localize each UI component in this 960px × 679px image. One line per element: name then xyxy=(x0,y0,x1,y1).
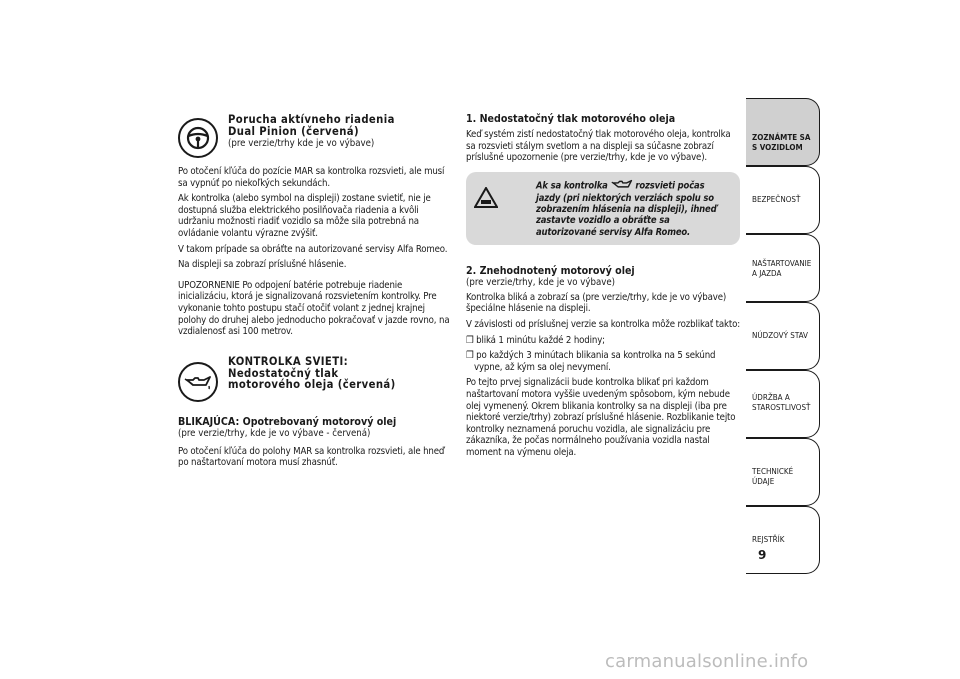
section2-paragraph-3: Po tejto prvej signalizácii bude kontrolka blikať pri každom naštartovaní motora vyššie uvedeným spôsobom, kým nebude olej vymenený. Okrem blikania kontrolky sa na displeji (iba pre niektoré verzie/trhy) zobrazí príslušné hlásenie. Rozblikanie tejto kontrolky neznamená poruchu vozidla, ale signalizáciu pre zákazníka, že počas normálneho používania vozidla nastal moment na výmenu oleja. xyxy=(466,377,736,458)
oil-blinking-subtitle: (pre verzie/trhy, kde je vo výbave - červená) xyxy=(178,427,371,439)
list-item: ❒ bliká 1 minútu každé 2 hodiny; xyxy=(466,334,605,346)
warning-text-pre: Ak sa kontrolka xyxy=(536,180,608,192)
oil-title-1: KONTROLKA SVIETI: xyxy=(228,354,349,368)
steering-fault-subtitle: (pre verzie/trhy kde je vo výbave) xyxy=(228,137,375,149)
tab-get-to-know[interactable]: ZOZNÁMTE SA S VOZIDLOM xyxy=(746,98,820,166)
steering-paragraph-1: Po otočení kľúča do pozície MAR sa kontrolka rozsvieti, ale musí sa vypnúť po niekoľkých sekundách. xyxy=(178,166,445,189)
section2-paragraph-2: V závislosti od príslušnej verzie sa kontrolka môže rozblikať takto: xyxy=(466,318,740,330)
steering-paragraph-4: Na displeji sa zobrazí príslušné hlásenie. xyxy=(178,259,347,271)
inline-oil-can-icon xyxy=(611,179,633,193)
list-item: ❒ po každých 3 minútach blikania sa kontrolka na 5 sekúnd vypne, až kým sa olej nevymení. xyxy=(466,350,716,373)
left-column xyxy=(178,110,450,473)
steering-wheel-icon xyxy=(178,118,218,158)
section2-subtitle: (pre verzie/trhy, kde je vo výbave) xyxy=(466,276,616,288)
middle-column xyxy=(466,110,740,463)
tab-starting-driving[interactable]: NAŠTARTOVANIE A JAZDA xyxy=(746,234,820,302)
section2-heading: 2. Znehodnotený motorový olej xyxy=(466,264,635,277)
section1-heading: 1. Nedostatočný tlak motorového oleja xyxy=(466,113,676,125)
section2-paragraph-1: Kontrolka bliká a zobrazí sa (pre verzie/trhy, kde je vo výbave) špeciálne hlásenie na displeji. xyxy=(466,291,727,315)
warning-triangle-icon xyxy=(474,187,498,212)
oil-title-3: motorového oleja (červená) xyxy=(228,378,396,392)
steering-fault-header xyxy=(178,110,450,158)
steering-fault-title-2: Dual Pinion (červená) xyxy=(228,124,359,138)
tab-index[interactable]: REJSTŘÍK xyxy=(746,506,820,574)
oil-title-2: Nedostatočný tlak xyxy=(228,366,339,380)
tab-maintenance[interactable]: ÚDRŽBA A STAROSTLIVOSŤ xyxy=(746,370,820,438)
steering-fault-title-1: Porucha aktívneho riadenia xyxy=(228,113,395,126)
oil-pressure-header xyxy=(178,356,450,402)
oil-can-icon xyxy=(178,362,218,402)
oil-blinking-paragraph: Po otočení kľúča do polohy MAR sa kontrolka rozsvieti, ale hneď po naštartovaní motora musí zhasnúť. xyxy=(178,445,445,469)
steering-paragraph-3: V takom prípade sa obráťte na autorizované servisy Alfa Romeo. xyxy=(178,243,448,255)
warning-text-post: rozsvieti počas jazdy (pri niektorých verziách spolu so zobrazením hlásenia na displeji), ihneď zastavte vozidlo a obráťte sa autorizované servisy Alfa Romeo. xyxy=(536,180,717,238)
tab-emergency[interactable]: NÚDZOVÝ STAV xyxy=(746,302,820,370)
section1-paragraph: Keď systém zistí nedostatočný tlak motorového oleja, kontrolka sa rozsvieti stálym svetlom a na displeji sa súčasne zobrazí príslušné upozornenie (pre verzie/trhy, kde je vo výbave). xyxy=(466,129,731,164)
steering-note: UPOZORNENIE Po odpojení batérie potrebuje riadenie inicializáciu, ktorá je signalizovaná rozsvietením kontrolky. Pre vykonanie tohto postupu stačí otočiť volant z jednej krajnej polohy do druhej alebo jednoducho pokračovať v jazde rovno, na vzdialenosť asi 100 metrov. xyxy=(178,279,450,338)
warning-text xyxy=(506,179,730,238)
warning-box xyxy=(466,172,740,245)
steering-paragraph-2: Ak kontrolka (alebo symbol na displeji) zostane svietiť, nie je dostupná služba elektrického posilňovača riadenia a kvôli udržaniu možnosti riadiť vozidlo sa môže sila potrebná na ovládanie volantu výrazne zvýšiť. xyxy=(178,193,431,239)
oil-blinking-heading: BLIKAJÚCA: Opotrebovaný motorový olej xyxy=(178,415,397,428)
watermark: carmanualsonline.info xyxy=(605,651,809,672)
tab-technical-data[interactable]: TECHNICKÉ ÚDAJE xyxy=(746,438,820,506)
chapter-tabs xyxy=(746,98,820,574)
tab-safety[interactable]: BEZPEČNOSŤ xyxy=(746,166,820,234)
page-number: 9 xyxy=(758,548,767,562)
